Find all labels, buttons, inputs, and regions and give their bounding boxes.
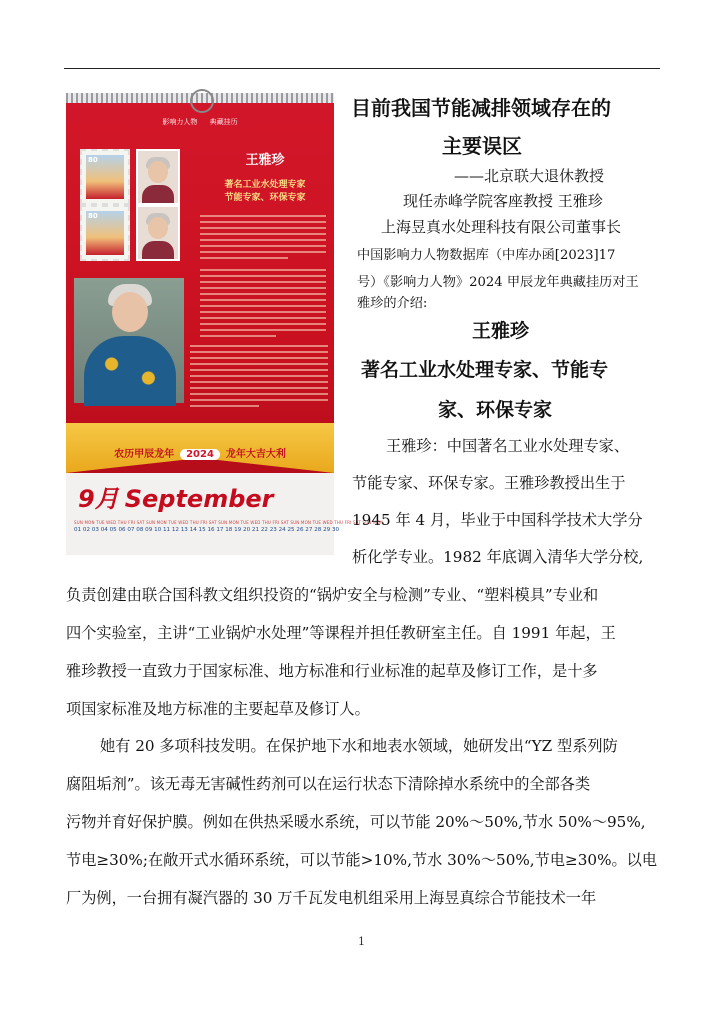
stamp-portrait bbox=[136, 205, 180, 261]
postage-stamp bbox=[80, 149, 130, 205]
header-rule bbox=[64, 68, 660, 69]
calendar-days: 01 02 03 04 05 06 07 08 09 10 11 12 13 14 15 16 17 18 19 20 21 22 23 24 25 26 27 28 29 30 bbox=[74, 527, 340, 533]
calendar-tag-right: 典藏挂历 bbox=[209, 118, 238, 126]
profile-heading-name: 王雅珍 bbox=[472, 320, 530, 342]
month-english: September bbox=[124, 485, 274, 513]
page-number: 1 bbox=[358, 935, 365, 948]
body-line: 污物并育好保护膜。例如在供热采暖水系统，可以节能 20%～50%,节水 50%～95%, bbox=[66, 813, 646, 831]
calendar-month bbox=[78, 479, 328, 514]
article-title-line2: 主要误区 bbox=[442, 134, 522, 158]
calendar-bio-text bbox=[190, 345, 328, 411]
month-number: 9月 bbox=[78, 485, 119, 513]
stamp-value: 80 bbox=[88, 156, 98, 164]
calendar-tag-left: 影响力人物 bbox=[162, 118, 198, 126]
stamp-portrait bbox=[136, 149, 180, 205]
portrait-photo bbox=[74, 278, 184, 403]
calendar-hook bbox=[190, 89, 214, 113]
body-line: 1945 年 4 月，毕业于中国科学技术大学分 bbox=[352, 511, 643, 529]
lunar-right: 龙年大吉大利 bbox=[225, 449, 286, 460]
byline-line3: 上海昱真水处理科技有限公司董事长 bbox=[381, 218, 622, 236]
body-line: 节能专家、环保专家。王雅珍教授出生于 bbox=[352, 474, 626, 492]
byline-line2: 现任赤峰学院客座教授 王雅珍 bbox=[403, 192, 603, 210]
body-line: 析化学专业。1982 年底调入清华大学分校, bbox=[352, 548, 644, 566]
lunar-year: 2024 bbox=[180, 449, 220, 460]
postage-stamp bbox=[80, 205, 130, 261]
article-title-line1: 目前我国节能减排领域存在的 bbox=[351, 96, 611, 120]
lunar-banner bbox=[66, 445, 334, 460]
body-line: 厂为例，一台拥有凝汽器的 30 万千瓦发电机组采用上海昱真综合节能技术一年 bbox=[66, 889, 597, 907]
calendar-person-title bbox=[200, 179, 330, 205]
body-line: 她有 20 多项科技发明。在保护地下水和地表水领域，她研发出“YZ 型系列防 bbox=[100, 737, 618, 755]
lunar-left: 农历甲辰龙年 bbox=[114, 449, 175, 460]
calendar-person-name: 王雅珍 bbox=[245, 153, 285, 168]
body-line: 项国家标准及地方标准的主要起草及修订人。 bbox=[66, 700, 370, 718]
calendar-photo bbox=[66, 93, 384, 555]
body-line: 王雅珍：中国著名工业水处理专家、 bbox=[386, 437, 629, 455]
calendar-title-line: 著名工业水处理专家 bbox=[224, 180, 306, 190]
body-line: 四个实验室，主讲“工业锅炉水处理”等课程并担任教研室主任。自 1991 年起，王 bbox=[66, 624, 616, 642]
profile-heading-sub: 家、环保专家 bbox=[438, 399, 553, 421]
calendar-bio-text bbox=[200, 215, 326, 263]
intro-line: 中国影响力人物数据库（中库办函[2023]17 bbox=[357, 248, 616, 263]
body-line: 雅珍教授一直致力于国家标准、地方标准和行业标准的起草及修订工作，是十多 bbox=[66, 662, 598, 680]
calendar-title-line: 节能专家、环保专家 bbox=[224, 193, 306, 203]
body-line: 腐阻垢剂”。该无毒无害碱性药剂可以在运行状态下清除掉水系统中的全部各类 bbox=[66, 775, 591, 793]
weekday-header: SUN MON TUE WED THU FRI SAT SUN MON TUE WED THU FRI SAT SUN MON TUE WED THU FRI SAT SUN MON TUE WED THU FRI SAT SUN MON bbox=[74, 520, 384, 525]
intro-line: 雅珍的介绍: bbox=[357, 296, 428, 311]
body-line: 负责创建由联合国科教文组织投资的“锅炉安全与检测”专业、“塑料模具”专业和 bbox=[66, 586, 599, 604]
profile-heading-sub: 著名工业水处理专家、节能专 bbox=[361, 359, 609, 381]
body-line: 节电≥30%;在敞开式水循环系统，可以节能>10%,节水 30%～50%,节电≥30%。以电 bbox=[66, 851, 658, 869]
byline-line1: ——北京联大退休教授 bbox=[454, 167, 605, 185]
calendar-bio-text bbox=[200, 269, 326, 341]
intro-line: 号）《影响力人物》2024 甲辰龙年典藏挂历对王 bbox=[357, 275, 639, 290]
stamp-value: 80 bbox=[88, 212, 98, 220]
calendar-tag bbox=[66, 117, 334, 127]
